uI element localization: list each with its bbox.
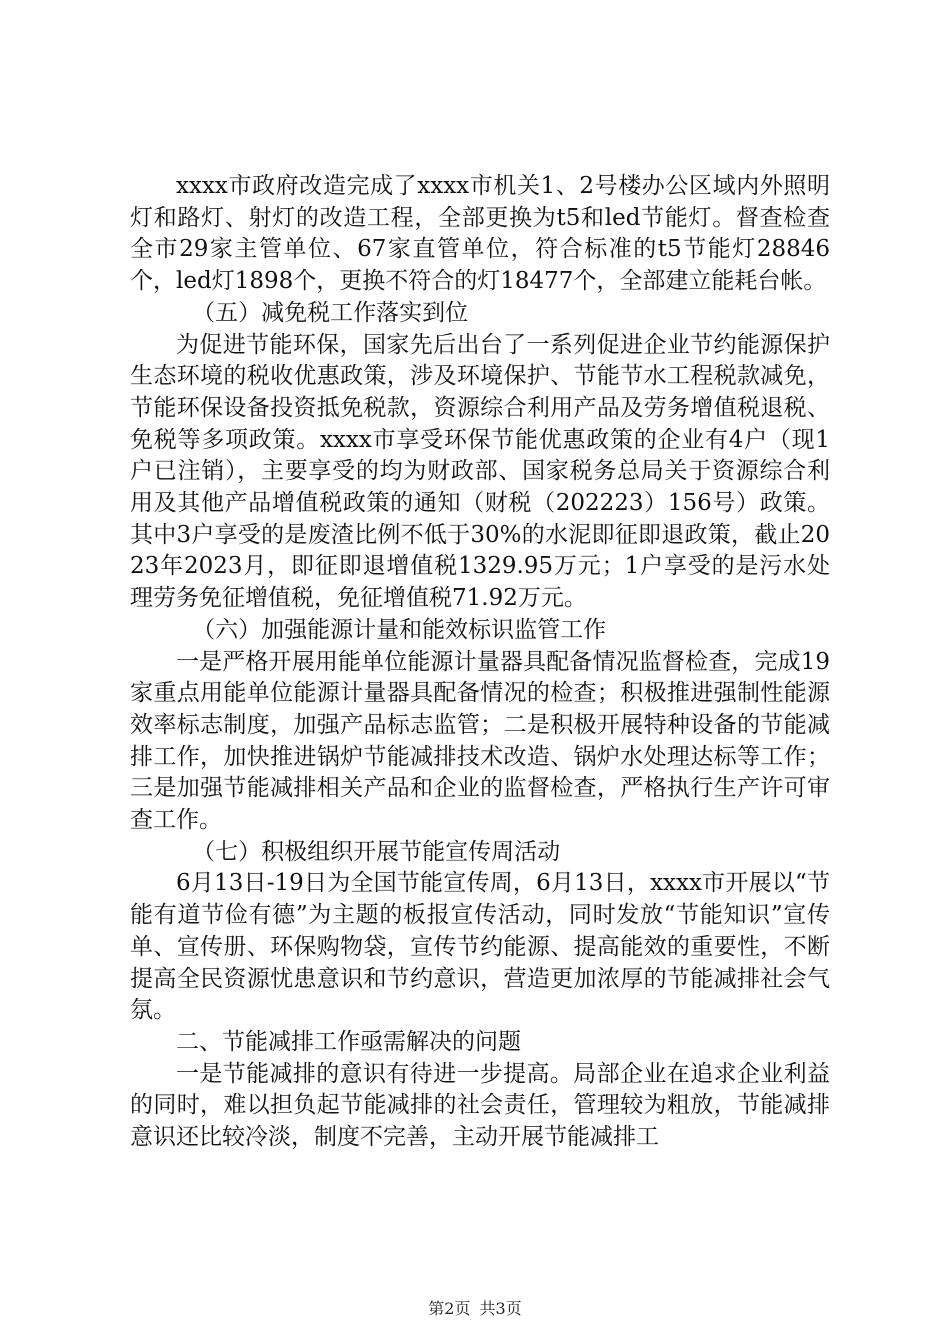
paragraph-metering-inspection: 一是严格开展用能单位能源计量器具配备情况监督检查，完成19家重点用能单位能源计量器具配备情况的检查；积极推进强制性能源效率标志制度，加强产品标志监管；二是积极开展特种设备的节能减排工作，加快推进锅炉节能减排技术改造、锅炉水处理达标等工作；三是加强节能减排相关产品和企业的监督检查，严格执行生产许可审查工作。 <box>130 648 830 834</box>
page-footer <box>0 1296 950 1319</box>
heading-tax-reduction: （五）减免税工作落实到位 <box>192 299 469 326</box>
page-total: 共3页 <box>479 1299 522 1318</box>
paragraph-awareness: 一是节能减排的意识有待进一步提高。局部企业在追求企业利益的同时，难以担负起节能减排的社会责任，管理较为粗放，节能减排意识还比较冷淡，制度不完善，主动开展节能减排工 <box>130 1060 830 1151</box>
heading-problems: 二、节能减排工作亟需解决的问题 <box>176 1028 521 1055</box>
heading-energy-metering: （六）加强能源计量和能效标识监管工作 <box>192 616 607 643</box>
document-body <box>130 171 830 1154</box>
heading-publicity-week: （七）积极组织开展节能宣传周活动 <box>192 838 561 865</box>
paragraph-tax-policy: 为促进节能环保，国家先后出台了一系列促进企业节约能源保护生态环境的税收优惠政策，涉及环境保护、节能节水工程税款减免，节能环保设备投资抵免税款，资源综合利用产品及劳务增值税退税、免税等多项政策。xxxx市享受环保节能优惠政策的企业有4户（现1户已注销），主要享受的均为财政部、国家税务总局关于资源综合利用及其他产品增值税政策的通知（财税（202223）156号）政策。其中3户享受的是废渣比例不低于30%的水泥即征即退政策，截止2023年2023月，即征即退增值税1329.95万元；1户享受的是污水处理劳务免征增值税，免征增值税71.92万元。 <box>130 331 830 612</box>
page-number: 第2页 <box>428 1299 471 1318</box>
paragraph-publicity-week: 6月13日-19日为全国节能宣传周，6月13日，xxxx市开展以“节能有道节俭有德”为主题的板报宣传活动，同时发放“节能知识”宣传单、宣传册、环保购物袋，宣传节约能源、提高能效的重要性，不断提高全民资源忧患意识和节约意识，营造更加浓厚的节能减排社会气氛。 <box>130 870 830 1024</box>
paragraph-lighting-retrofit: xxxx市政府改造完成了xxxx市机关1、2号楼办公区域内外照明灯和路灯、射灯的改造工程，全部更换为t5和led节能灯。督查检查全市29家主管单位、67家直管单位，符合标准的t5节能灯28846个，led灯1898个，更换不符合的灯18477个，全部建立能耗台帐。 <box>130 173 830 295</box>
